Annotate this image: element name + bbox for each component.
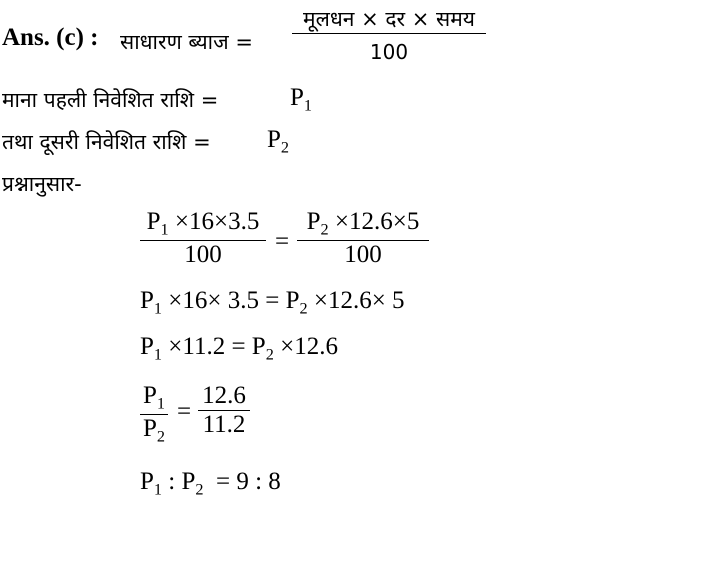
formula-denominator: 100 <box>369 40 409 64</box>
eq1-equals: = <box>275 228 290 255</box>
p2-symbol: $P_2$ <box>267 126 290 157</box>
eq4-right-fraction <box>198 382 250 439</box>
eq4-numerator: $P_1$ <box>142 382 166 413</box>
eq4-right-numerator: 12.6 <box>202 382 246 409</box>
formula-lhs: साधारण ब्याज = <box>120 30 253 54</box>
p1-definition: माना पहली निवेशित राशि = <box>2 88 219 112</box>
eq4-right-denominator: 11.2 <box>202 411 246 438</box>
simple-interest-fraction <box>292 5 486 64</box>
fraction-bar <box>292 33 486 34</box>
eq4-equals: = <box>177 398 192 425</box>
formula-numerator: मूलधन × दर × समय <box>303 7 475 31</box>
eq1-right-denominator: 100 <box>344 240 382 268</box>
eq5-ratio-line: $P_1$ : $P_2 = 9$ : 8 <box>140 468 281 499</box>
p1-symbol: $P_1$ <box>290 84 313 115</box>
answer-label: Ans. (c) : <box>2 24 99 51</box>
p2-definition: तथा दूसरी निवेशित राशि = <box>2 130 211 154</box>
eq2-line: $P_1 \times 16\times 3.5 = P_2 \times 12.6\times 5$ <box>140 287 405 318</box>
eq3-line: $P_1 \times 11.2 = P_2 \times 12.6$ <box>140 333 338 364</box>
eq1-right-numerator: $P_2 \times 12.6\times 5$ <box>306 208 420 239</box>
prashnanusar-label: प्रश्नानुसार- <box>2 172 82 196</box>
eq1-left-fraction <box>140 208 266 269</box>
eq1-left-denominator: 100 <box>184 240 222 268</box>
eq4-left-fraction <box>140 382 168 446</box>
eq4-denominator: $P_2$ <box>142 414 166 446</box>
eq1-left-numerator: $P_1 \times 16\times 3.5$ <box>146 208 260 239</box>
eq1-right-fraction <box>297 208 429 269</box>
